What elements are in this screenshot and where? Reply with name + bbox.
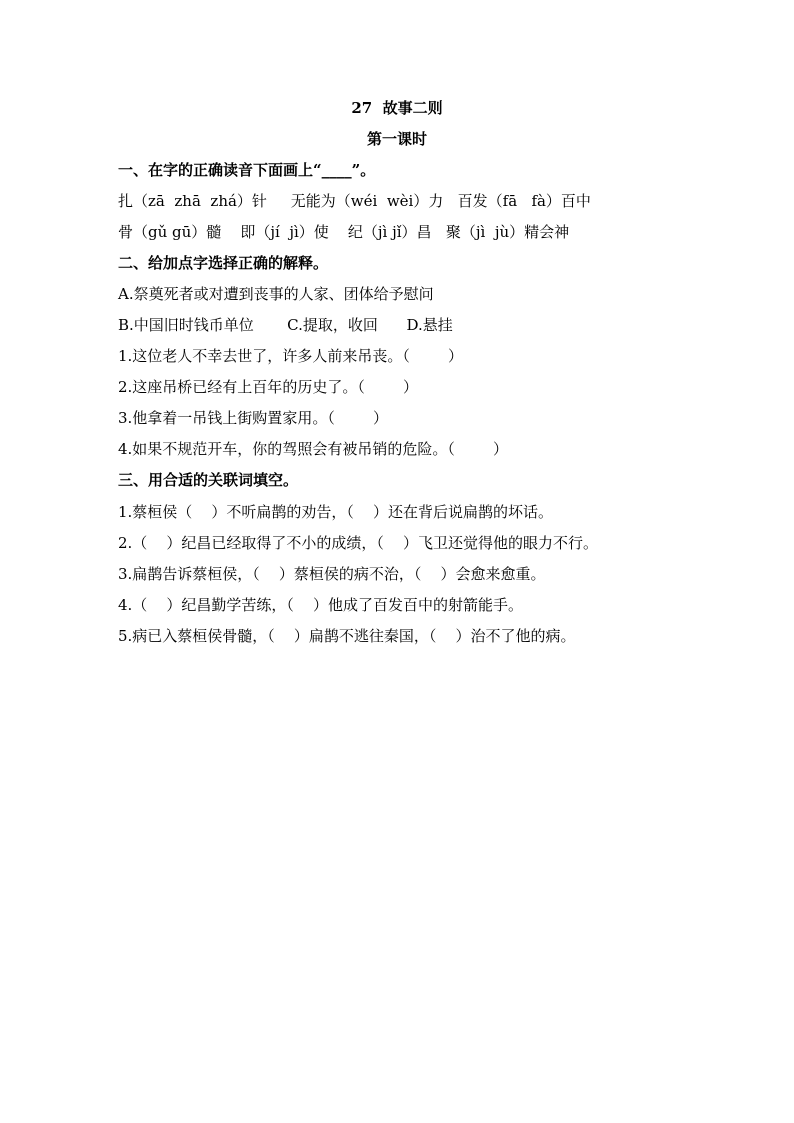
- section2-question-4: 4.如果不规范开车，你的驾照会有被吊销的危险。（ ）: [118, 440, 508, 458]
- section2-heading: 二、给加点字选择正确的解释。: [118, 254, 329, 272]
- section2-option-a: A.祭奠死者或对遭到丧事的人家、团体给予慰问: [118, 285, 434, 303]
- section1-heading: 一、在字的正确读音下面画上“____”。: [118, 161, 376, 179]
- section2-question-2: 2.这座吊桥已经有上百年的历史了。（ ）: [118, 378, 418, 396]
- section2-options-bcd: B.中国旧时钱币单位 C.提取，收回 D.悬挂: [118, 316, 453, 334]
- section3-question-1: 1.蔡桓侯（ ）不听扁鹊的劝告，（ ）还在背后说扁鹊的坏话。: [118, 503, 553, 521]
- lesson-subtitle: 第一课时: [366, 130, 427, 148]
- section3-question-5: 5.病已入蔡桓侯骨髓，（ ）扁鹊不逃往秦国，（ ）治不了他的病。: [118, 627, 576, 645]
- section2-question-3: 3.他拿着一吊钱上街购置家用。（ ）: [118, 409, 388, 427]
- section3-question-3: 3.扁鹊告诉蔡桓侯，（ ）蔡桓侯的病不治，（ ）会愈来愈重。: [118, 565, 546, 583]
- lesson-title: 27 故事二则: [351, 99, 443, 117]
- section3-question-4: 4.（ ）纪昌勤学苦练，（ ）他成了百发百中的射箭能手。: [118, 596, 523, 614]
- section1-line-1: 扎（zā zhā zhá）针 无能为（wéi wèi）力 百发（fā fà）百中: [118, 192, 591, 210]
- section1-line-2: 骨（gǔ gū）髓 即（jí jì）使 纪（jì jǐ）昌 聚（jì jù）精会神: [118, 223, 570, 241]
- section2-question-1: 1.这位老人不幸去世了，许多人前来吊丧。（ ）: [118, 347, 463, 365]
- section3-heading: 三、用合适的关联词填空。: [118, 471, 299, 489]
- section3-question-2: 2.（ ）纪昌已经取得了不小的成绩，（ ）飞卫还觉得他的眼力不行。: [118, 534, 598, 552]
